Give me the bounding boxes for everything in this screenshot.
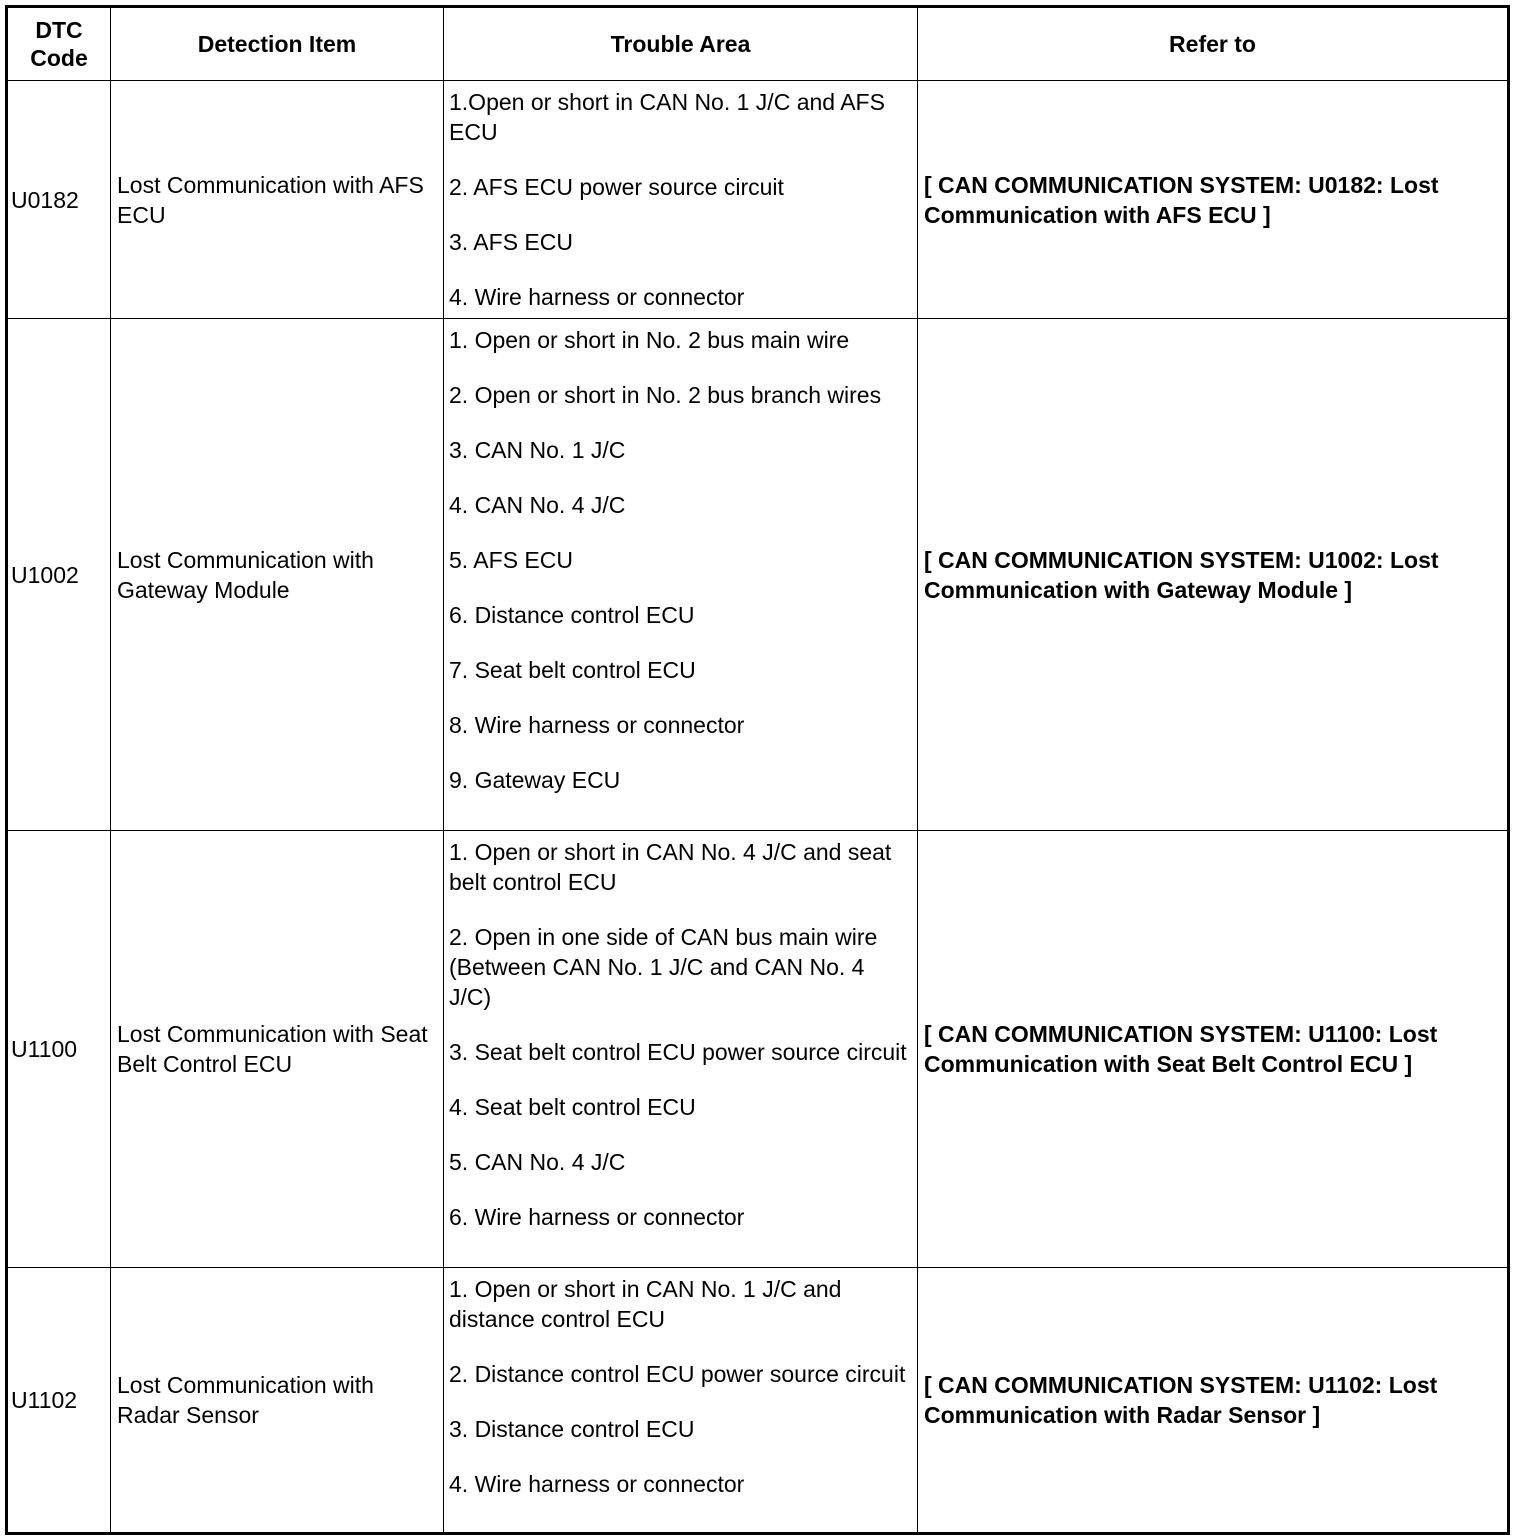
trouble-area-item: 4. Wire harness or connector	[449, 1471, 745, 1497]
refer-to-link[interactable]: [ CAN COMMUNICATION SYSTEM: U1002: Lost Communication with Gateway Module ]	[918, 319, 1509, 831]
trouble-area-item: 2. Distance control ECU power source circuit	[449, 1361, 906, 1387]
trouble-area-item: 4. Wire harness or connector	[449, 284, 745, 310]
dtc-code-cell: U1002	[7, 319, 111, 831]
trouble-area-item: 6. Wire harness or connector	[449, 1204, 745, 1230]
header-refer-to: Refer to	[918, 7, 1509, 81]
header-detection-item: Detection Item	[111, 7, 444, 81]
dtc-code-cell: U0182	[7, 81, 111, 319]
trouble-area-item: 3. Distance control ECU	[449, 1416, 695, 1442]
trouble-area-cell	[444, 831, 918, 1268]
trouble-area-item: 7. Seat belt control ECU	[449, 657, 696, 683]
trouble-area-item: 4. CAN No. 4 J/C	[449, 492, 626, 518]
table-row	[7, 81, 1509, 319]
trouble-area-item: 1. Open or short in CAN No. 1 J/C and distance control ECU	[449, 1276, 842, 1332]
trouble-area-item: 2. Open or short in No. 2 bus branch wires	[449, 382, 882, 408]
table-row	[7, 831, 1509, 1268]
trouble-area-item: 5. CAN No. 4 J/C	[449, 1149, 626, 1175]
trouble-area-item: 1. Open or short in CAN No. 4 J/C and seat belt control ECU	[449, 839, 892, 895]
trouble-area-cell	[444, 81, 918, 319]
dtc-code-cell: U1102	[7, 1268, 111, 1534]
refer-to-link[interactable]: [ CAN COMMUNICATION SYSTEM: U0182: Lost Communication with AFS ECU ]	[918, 81, 1509, 319]
table-header	[7, 7, 1509, 81]
trouble-area-item: 2. Open in one side of CAN bus main wire (Between CAN No. 1 J/C and CAN No. 4 J/C)	[449, 924, 878, 1010]
refer-to-link[interactable]: [ CAN COMMUNICATION SYSTEM: U1102: Lost Communication with Radar Sensor ]	[918, 1268, 1509, 1534]
trouble-area-item: 9. Gateway ECU	[449, 767, 621, 793]
trouble-area-item: 8. Wire harness or connector	[449, 712, 745, 738]
trouble-area-item: 2. AFS ECU power source circuit	[449, 174, 784, 200]
trouble-area-item: 5. AFS ECU	[449, 547, 573, 573]
trouble-area-cell	[444, 1268, 918, 1534]
trouble-area-item: 4. Seat belt control ECU	[449, 1094, 696, 1120]
table-row	[7, 1268, 1509, 1534]
detection-item-cell: Lost Communication with Gateway Module	[111, 319, 444, 831]
trouble-area-item: 6. Distance control ECU	[449, 602, 695, 628]
refer-to-link[interactable]: [ CAN COMMUNICATION SYSTEM: U1100: Lost Communication with Seat Belt Control ECU ]	[918, 831, 1509, 1268]
dtc-table	[5, 5, 1510, 1535]
trouble-area-item: 3. AFS ECU	[449, 229, 573, 255]
dtc-code-cell: U1100	[7, 831, 111, 1268]
detection-item-cell: Lost Communication with Radar Sensor	[111, 1268, 444, 1534]
table-row	[7, 319, 1509, 831]
header-row	[7, 7, 1509, 81]
trouble-area-item: 1.Open or short in CAN No. 1 J/C and AFS ECU	[449, 89, 885, 145]
detection-item-cell: Lost Communication with Seat Belt Control ECU	[111, 831, 444, 1268]
header-trouble-area: Trouble Area	[444, 7, 918, 81]
detection-item-cell: Lost Communication with AFS ECU	[111, 81, 444, 319]
trouble-area-cell	[444, 319, 918, 831]
trouble-area-item: 3. CAN No. 1 J/C	[449, 437, 626, 463]
table-body	[7, 81, 1509, 1534]
trouble-area-item: 3. Seat belt control ECU power source circuit	[449, 1039, 907, 1065]
header-dtc-code: DTC Code	[7, 7, 111, 81]
trouble-area-item: 1. Open or short in No. 2 bus main wire	[449, 327, 850, 353]
